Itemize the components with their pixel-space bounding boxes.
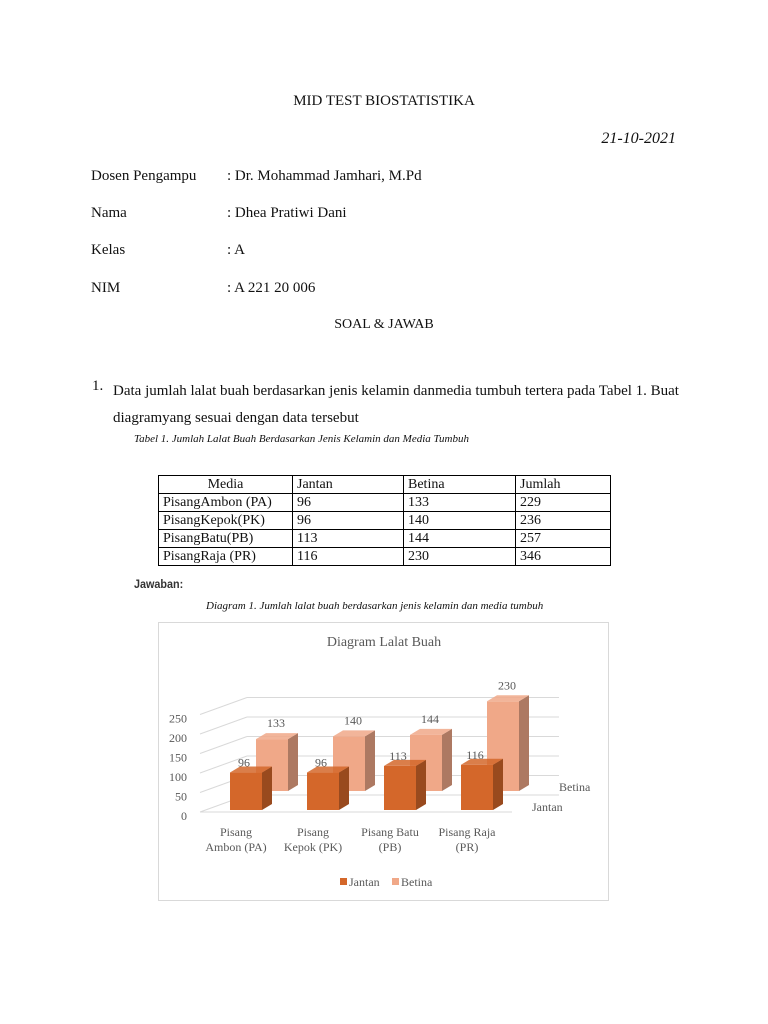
- info-value-kelas: : A: [227, 242, 245, 258]
- bar-jantan: [461, 765, 493, 810]
- legend-swatch-jantan: [340, 878, 347, 885]
- x-tick-label: (PB): [378, 840, 402, 854]
- y-tick-label: 200: [169, 731, 187, 745]
- gridline-side: [200, 717, 247, 734]
- bar-betina-side: [365, 730, 375, 791]
- x-tick-label: Ambon (PA): [205, 840, 267, 854]
- page-title: MID TEST BIOSTATISTIKA: [293, 93, 475, 109]
- data-label: 116: [466, 747, 484, 762]
- table-cell: 229: [516, 494, 611, 512]
- table-cell: 346: [516, 548, 611, 566]
- bar-jantan: [384, 766, 416, 810]
- y-tick-label: 150: [169, 750, 187, 765]
- bar-jantan: [230, 773, 262, 810]
- data-label: 113: [389, 748, 407, 763]
- bar-betina-side: [442, 729, 452, 791]
- legend-label: Jantan: [349, 875, 380, 889]
- data-label: 133: [267, 716, 285, 731]
- table-caption: Tabel 1. Jumlah Lalat Buah Berdasarkan Jenis Kelamin dan Media Tumbuh: [134, 433, 469, 445]
- question-text: Data jumlah lalat buah berdasarkan jenis kelamin danmedia tumbuh tertera pada Tabel 1. Buat diagramyang sesuai dengan data tersebut: [113, 383, 679, 426]
- x-tick-label: Kepok (PK): [283, 840, 343, 854]
- bar-jantan-side: [262, 767, 272, 810]
- table-cell: 257: [516, 530, 611, 548]
- section-title: SOAL & JAWAB: [334, 317, 434, 332]
- diagram-caption: Diagram 1. Jumlah lalat buah berdasarkan jenis kelamin dan media tumbuh: [206, 600, 544, 612]
- info-value-nim: : A 221 20 006: [227, 280, 316, 296]
- info-label-dosen: Dosen Pengampu: [91, 168, 197, 184]
- table-cell: 236: [516, 512, 611, 530]
- bar-jantan-side: [416, 760, 426, 810]
- data-label: 96: [315, 755, 327, 770]
- x-tick-label: Pisang Raja: [438, 825, 496, 839]
- table-cell: 230: [404, 548, 516, 566]
- info-value-dosen: : Dr. Mohammad Jamhari, M.Pd: [227, 168, 422, 184]
- y-tick-label: 0: [181, 809, 187, 823]
- table-cell: 96: [293, 512, 404, 530]
- table-header-cell: Betina: [404, 476, 516, 494]
- table-cell: PisangRaja (PR): [159, 548, 293, 566]
- depth-label: Betina: [559, 780, 591, 794]
- x-tick-label: Pisang: [296, 825, 330, 839]
- table-header-cell: Jumlah: [516, 476, 611, 494]
- data-label: 230: [498, 678, 516, 693]
- y-tick-label: 250: [169, 711, 187, 726]
- data-label: 96: [238, 755, 250, 770]
- bar-jantan: [307, 773, 339, 810]
- x-tick-label: (PR): [455, 840, 479, 854]
- gridline-side: [200, 737, 247, 754]
- table-cell: 133: [404, 494, 516, 512]
- y-tick-label: 50: [175, 789, 187, 804]
- info-label-nama: Nama: [91, 205, 127, 221]
- x-tick-label: Pisang Batu: [361, 825, 419, 839]
- table-cell: 140: [404, 512, 516, 530]
- table-cell: 113: [293, 530, 404, 548]
- y-tick-label: 100: [169, 770, 187, 784]
- test-date: 21-10-2021: [601, 130, 676, 147]
- x-tick-label: Pisang: [219, 825, 253, 839]
- table-cell: 144: [404, 530, 516, 548]
- data-label: 144: [421, 711, 439, 726]
- legend-label: Betina: [401, 875, 433, 889]
- info-label-nim: NIM: [91, 280, 121, 296]
- bar-betina-side: [519, 695, 529, 791]
- info-value-nama: : Dhea Pratiwi Dani: [227, 205, 347, 221]
- data-label: 140: [344, 713, 362, 728]
- table-cell: PisangKepok(PK): [159, 512, 293, 530]
- table-cell: 96: [293, 494, 404, 512]
- question-number: 1.: [92, 378, 104, 394]
- legend-swatch-betina: [392, 878, 399, 885]
- table-cell: 116: [293, 548, 404, 566]
- table-header-cell: Jantan: [293, 476, 404, 494]
- gridline-side: [200, 698, 247, 715]
- table-cell: PisangBatu(PB): [159, 530, 293, 548]
- bar-betina-side: [288, 733, 298, 791]
- depth-label: Jantan: [532, 800, 563, 814]
- table-cell: PisangAmbon (PA): [159, 494, 293, 512]
- chart-title: Diagram Lalat Buah: [326, 635, 442, 650]
- info-label-kelas: Kelas: [91, 242, 126, 258]
- answer-label: Jawaban:: [134, 577, 184, 591]
- bar-jantan-side: [493, 759, 503, 810]
- bar-jantan-side: [339, 767, 349, 810]
- table-header-cell: Media: [159, 476, 293, 494]
